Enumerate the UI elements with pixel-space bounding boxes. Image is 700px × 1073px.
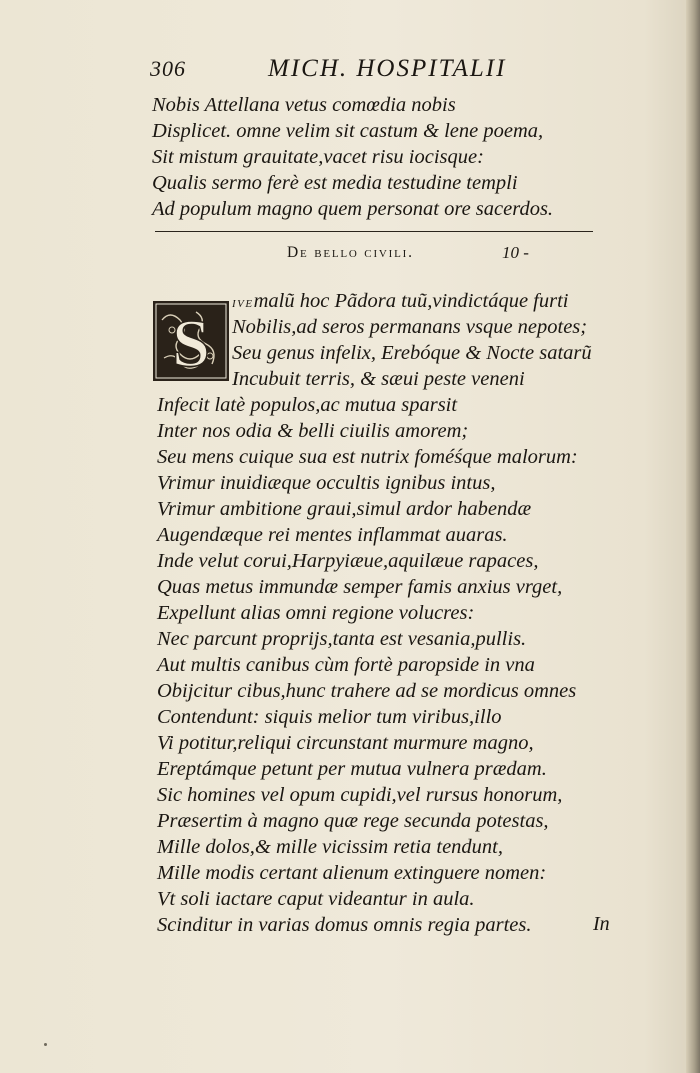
verse-line: Scinditur in varias domus omnis regia partes. — [157, 914, 532, 936]
decorated-initial-s — [152, 300, 230, 382]
page-edge-shadow — [686, 0, 700, 1073]
first-line-rest: malũ hoc Pãdora tuũ,vindictáque furti — [253, 290, 569, 312]
verse-line: Nobilis,ad seros permanans vsque nepotes; — [232, 316, 588, 338]
verse-line: Aut multis canibus cùm fortè paropside in vna — [157, 654, 535, 676]
verse-line: Mille dolos,& mille vicissim retia tendunt, — [157, 836, 503, 858]
verse-line: Contendunt: siquis melior tum viribus,illo — [157, 706, 502, 728]
catchword: In — [593, 913, 610, 935]
section-title: De bello civili. — [287, 244, 414, 261]
initial-letter: S — [172, 305, 210, 381]
verse-line: Nec parcunt proprijs,tanta est vesania,pullis. — [157, 628, 527, 650]
verse-line: Vt soli iactare caput videantur in aula. — [157, 888, 475, 910]
verse-line: Augendæque rei mentes inflammat auaras. — [157, 524, 508, 546]
poem-opening-lines — [232, 288, 592, 392]
verse-line: Seu mens cuique sua est nutrix foméśque malorum: — [157, 446, 578, 468]
verse-line: Sit mistum grauitate,vacet risu iocisque: — [152, 146, 484, 168]
verse-line: Nobis Attellana vetus comœdia nobis — [152, 94, 456, 116]
verse-line: Mille modis certant alienum extinguere nomen: — [157, 862, 547, 884]
verse-line: Expellunt alias omni regione volucres: — [157, 602, 475, 624]
verse-line: Ereptámque petunt per mutua vulnera prædam. — [157, 758, 547, 780]
running-head: MICH. HOSPITALII — [268, 55, 507, 82]
first-word: ive — [232, 295, 254, 311]
verse-line — [232, 288, 592, 314]
verse-line: Vrimur ambitione graui,simul ardor habendæ — [157, 498, 532, 520]
section-divider — [155, 231, 593, 232]
verse-line: Obijcitur cibus,hunc trahere ad se mordicus omnes — [157, 680, 577, 702]
handwritten-section-number: 10 - — [502, 243, 529, 262]
verse-line: Seu genus infelix, Erebóque & Nocte satarũ — [232, 342, 592, 364]
poem-body — [157, 392, 578, 938]
verse-line: Sic homines vel opum cupidi,vel rursus honorum, — [157, 784, 563, 806]
verse-line: Quas metus immundæ semper famis anxius vrget, — [157, 576, 563, 598]
verse-line: Incubuit terris, & sæui peste veneni — [232, 368, 525, 390]
verse-line: Inde velut corui,Harpyiæue,aquilæue rapaces, — [157, 550, 539, 572]
verse-line: Præsertim à magno quæ rege secunda potestas, — [157, 810, 549, 832]
verse-line: Displicet. omne velim sit castum & lene poema, — [152, 120, 544, 142]
previous-poem-ending — [152, 92, 553, 222]
verse-line: Infecit latè populos,ac mutua sparsit — [157, 394, 458, 416]
verse-line: Inter nos odia & belli ciuilis amorem; — [157, 420, 469, 442]
page-header — [150, 52, 550, 86]
page-number: 306 — [150, 56, 186, 81]
verse-line: Qualis sermo ferè est media testudine templi — [152, 172, 518, 194]
verse-line: Vrimur inuidiæque occultis ignibus intus, — [157, 472, 496, 494]
verse-line: Vi potitur,reliqui circunstant murmure magno, — [157, 732, 534, 754]
verse-line: Ad populum magno quem personat ore sacerdos. — [152, 198, 554, 220]
paper-speck — [44, 1043, 47, 1046]
